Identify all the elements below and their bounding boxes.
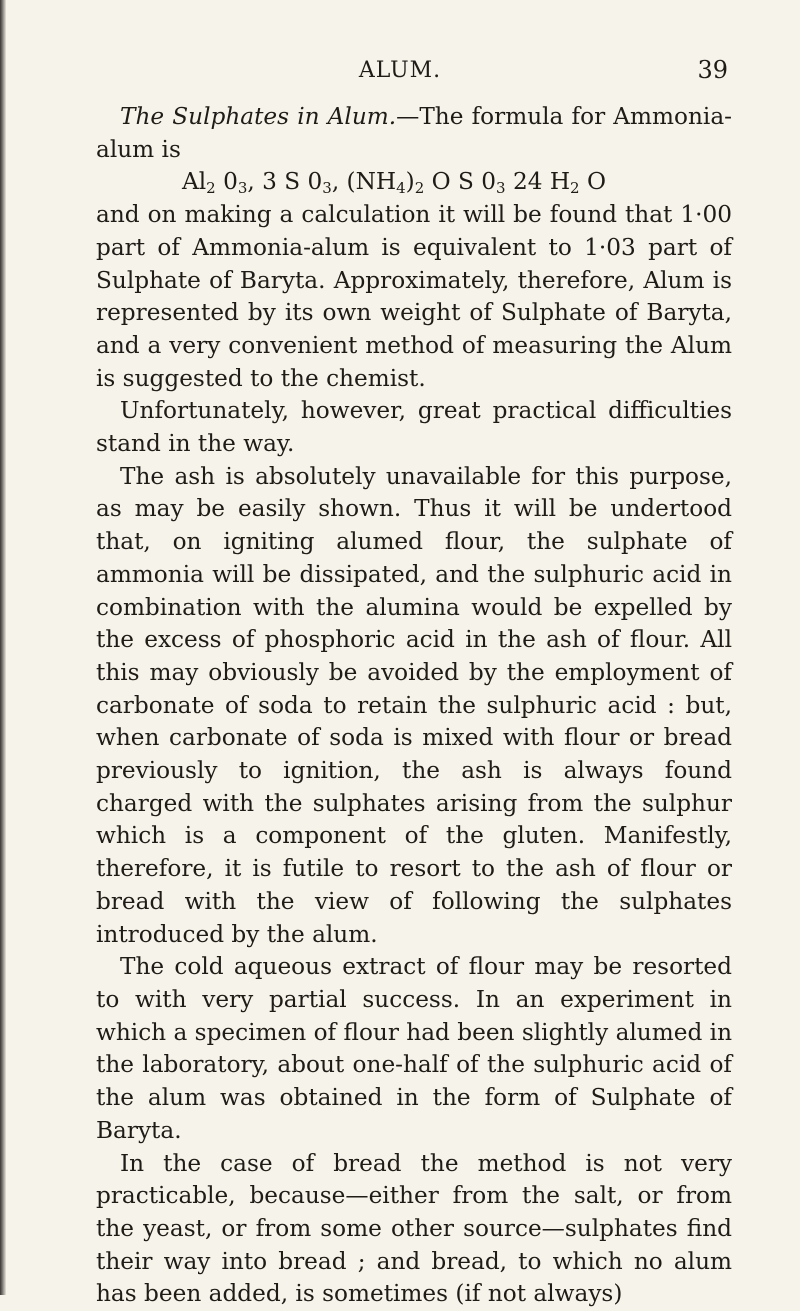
- paragraph-difficulties: Unfortunately, however, great practical difficulties stand in the way.: [96, 395, 732, 460]
- paragraph-aqueous-extract: The cold aqueous extract of flour may be resorted to with very partial success. In an experiment in which a specimen of flour had been slightly alumed in the laboratory, about one-half of the sulphuric acid of the alum was obtained in the form of Sulphate of Baryta.: [96, 951, 732, 1147]
- formula-part: , 3 S 0: [247, 168, 322, 195]
- formula-part: 24 H: [506, 168, 570, 195]
- formula-part: O S 0: [424, 168, 496, 195]
- formula-part: O: [580, 168, 606, 195]
- paragraph-lead: The Sulphates in Alum.: [120, 103, 396, 130]
- paragraph-calculation: and on making a calculation it will be found that 1·00 part of Ammonia-alum is equivalent to 1·03 part of Sulphate of Baryta. Approximately, therefore, Alum is represented by its own weight of Sulphate of Baryta, and a very convenient method of measuring the Alum is suggested to the chemist.: [96, 199, 732, 395]
- formula-part: 0: [216, 168, 238, 195]
- page-header: [0, 50, 800, 90]
- paragraph-sulphates: [96, 101, 732, 166]
- formula-part: Al: [182, 168, 206, 195]
- page-number: 39: [697, 56, 728, 84]
- page-binding-edge: [0, 0, 6, 1295]
- running-head: ALUM.: [0, 58, 800, 83]
- page-body: [96, 101, 732, 1311]
- paragraph-bread: In the case of bread the method is not very practicable, because—either from the salt, or from the yeast, or from some other source—sulphates find their way into bread ; and bread, to which no alum has been added, is sometimes (if not always): [96, 1148, 732, 1311]
- formula-subscript: 2: [415, 179, 425, 197]
- paragraph-ash: The ash is absolutely unavailable for this purpose, as may be easily shown. Thus it will be undertood that, on igniting alumed flour, the sulphate of ammonia will be dissipated, and the sulphuric acid in combination with the alumina would be expelled by the excess of phosphoric acid in the ash of flour. All this may obviously be avoided by the employment of carbonate of soda to retain the sulphuric acid : but, when carbonate of soda is mixed with flour or bread previously to ignition, the ash is always found charged with the sulphates arising from the sulphur which is a component of the gluten. Manifestly, therefore, it is futile to resort to the ash of flour or bread with the view of following the sulphates introduced by the alum.: [96, 461, 732, 952]
- formula-subscript: 3: [238, 179, 248, 197]
- formula-subscript: 2: [206, 179, 216, 197]
- chemical-formula: [96, 166, 732, 199]
- formula-subscript: 4: [396, 179, 406, 197]
- formula-part: , (NH: [332, 168, 396, 195]
- formula-subscript: 3: [496, 179, 506, 197]
- paragraph-intro: —The formula for Ammonia-alum is: [96, 103, 732, 163]
- formula-subscript: 2: [570, 179, 580, 197]
- formula-subscript: 3: [322, 179, 332, 197]
- formula-part: ): [406, 168, 415, 195]
